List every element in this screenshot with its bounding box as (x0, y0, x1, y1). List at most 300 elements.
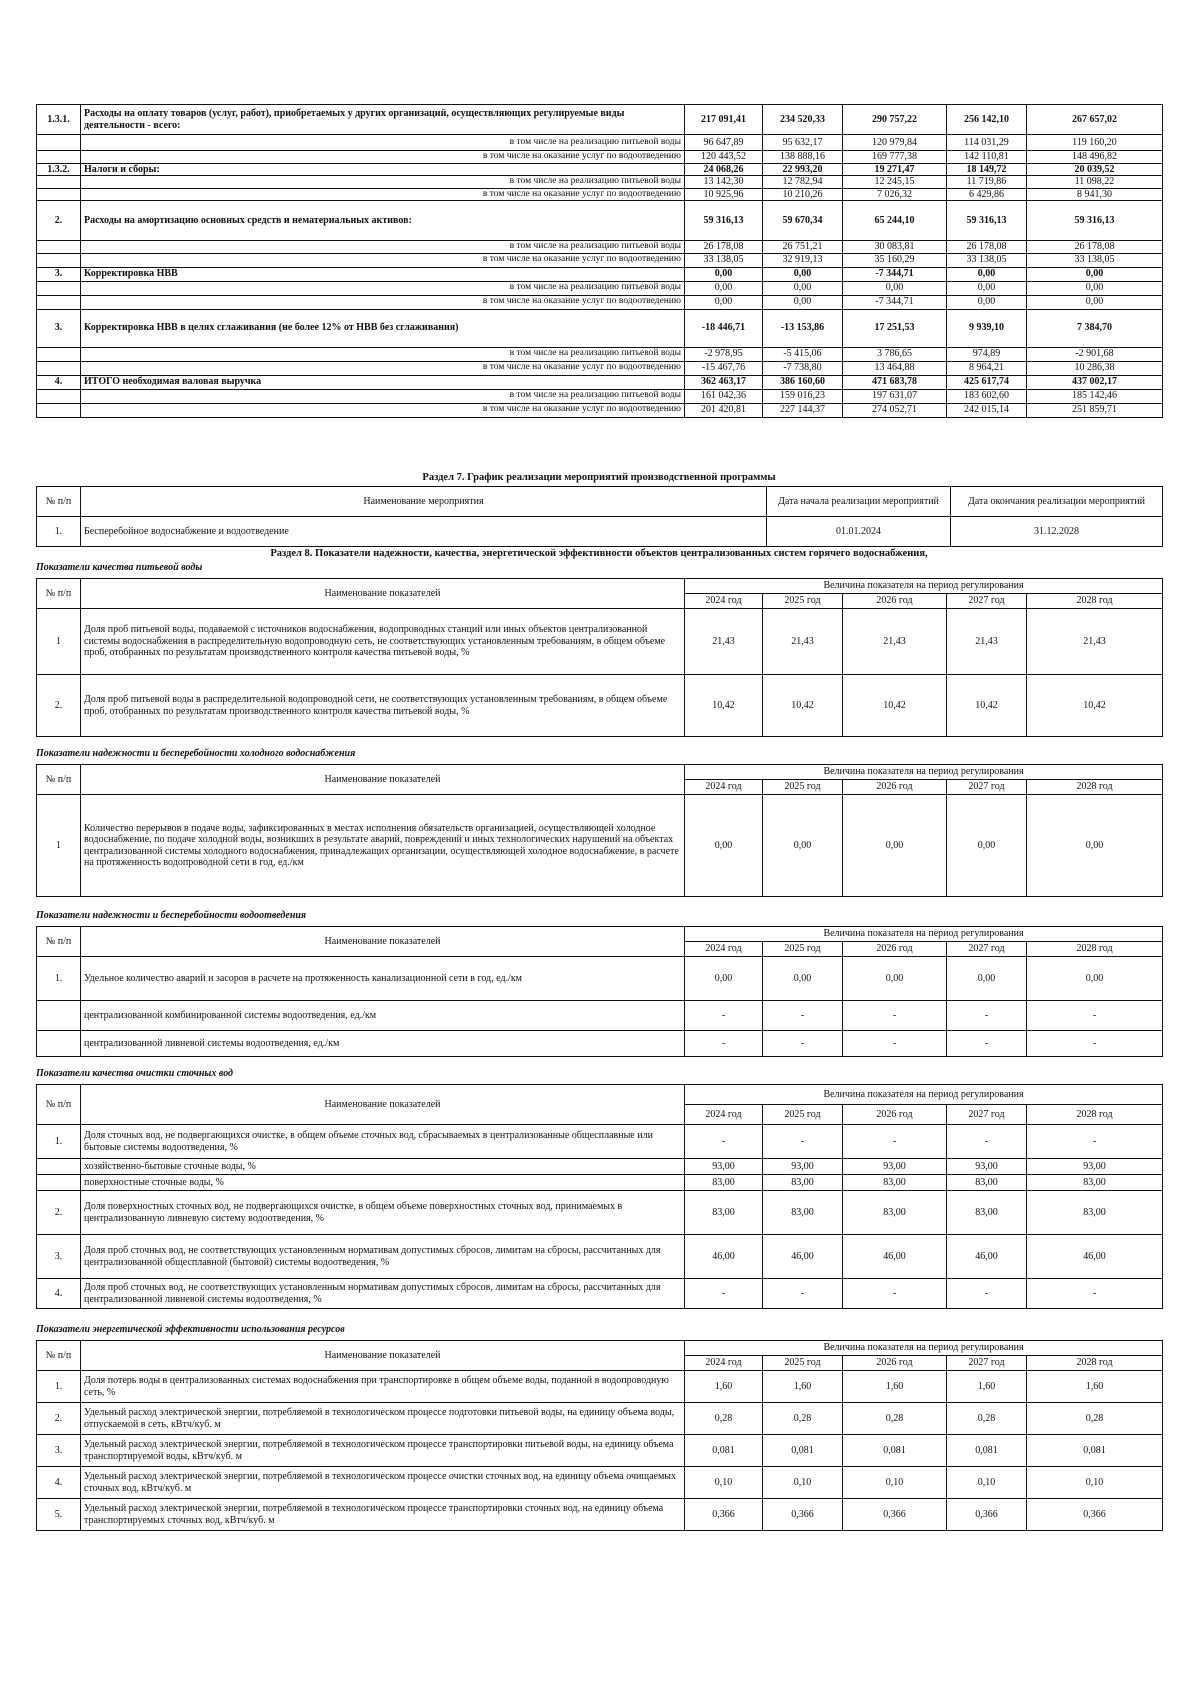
year-header: 2025 год (763, 1356, 843, 1371)
table-row (37, 267, 1163, 281)
value-cell: - (843, 1279, 947, 1309)
value-cell: 138 888,16 (763, 151, 843, 164)
value-cell: 1,60 (843, 1371, 947, 1403)
table-row (37, 957, 1163, 1001)
value-cell: 83,00 (1027, 1191, 1163, 1235)
value-cell: 0,00 (843, 795, 947, 897)
table-row (37, 241, 1163, 254)
value-cell: 0,00 (685, 957, 763, 1001)
year-header: 2027 год (947, 780, 1027, 795)
value-cell: 21,43 (1027, 609, 1163, 675)
row-start-date: 01.01.2024 (767, 517, 951, 547)
value-cell: 26 178,08 (1027, 241, 1163, 254)
value-cell: 21,43 (843, 609, 947, 675)
table-header-row (37, 765, 1163, 780)
value-cell: 0,00 (685, 795, 763, 897)
row-no (37, 253, 81, 267)
value-cell: 142 110,81 (947, 151, 1027, 164)
section8-title: Раздел 8. Показатели надежности, качества, энергетической эффективности объектов централизованных систем горячего водоснабжения, (270, 548, 928, 559)
value-cell: 256 142,10 (947, 105, 1027, 135)
value-cell: 59 316,13 (685, 201, 763, 241)
value-cell: 13 464,88 (843, 361, 947, 375)
year-header: 2024 год (685, 1356, 763, 1371)
table-row (37, 1235, 1163, 1279)
value-cell: 0,00 (685, 295, 763, 309)
value-cell: - (685, 1031, 763, 1057)
value-cell: 7 026,32 (843, 188, 947, 201)
table-row (37, 151, 1163, 164)
year-header: 2026 год (843, 594, 947, 609)
row-no: 1.3.1. (37, 105, 81, 135)
row-name: хозяйственно-бытовые сточные воды, % (81, 1159, 685, 1175)
value-cell: -5 415,06 (763, 347, 843, 361)
value-cell: -2 901,68 (1027, 347, 1163, 361)
value-cell: 0,00 (685, 281, 763, 295)
row-no: 1. (37, 957, 81, 1001)
value-cell: 21,43 (763, 609, 843, 675)
table-row (37, 1125, 1163, 1159)
value-cell: 26 751,21 (763, 241, 843, 254)
table-header-row (37, 1085, 1163, 1105)
row-name: поверхностные сточные воды, % (81, 1175, 685, 1191)
table-row (37, 1435, 1163, 1467)
value-cell: 0,28 (685, 1403, 763, 1435)
row-name: ИТОГО необходимая валовая выручка (81, 375, 685, 389)
value-cell: 35 160,29 (843, 253, 947, 267)
section7-header-row (37, 487, 1163, 517)
row-name: централизованной комбинированной системы водоотведения, ед./км (81, 1001, 685, 1031)
year-header: 2025 год (763, 594, 843, 609)
row-name: в том числе на оказание услуг по водоотведению (81, 295, 685, 309)
year-header: 2028 год (1027, 1105, 1163, 1125)
row-no (37, 281, 81, 295)
value-cell: - (685, 1125, 763, 1159)
value-cell: 0,366 (685, 1499, 763, 1531)
value-cell: 6 429,86 (947, 188, 1027, 201)
value-cell: 159 016,23 (763, 389, 843, 403)
value-cell: 0,081 (763, 1435, 843, 1467)
value-cell: 0,366 (763, 1499, 843, 1531)
value-cell: 0,081 (685, 1435, 763, 1467)
value-cell: 0,10 (763, 1467, 843, 1499)
table-row (37, 1467, 1163, 1499)
value-cell: 83,00 (843, 1175, 947, 1191)
period-header: Величина показателя на период регулирования (685, 579, 1163, 594)
value-cell: 17 251,53 (843, 309, 947, 347)
row-no: 4. (37, 1279, 81, 1309)
value-cell: - (843, 1031, 947, 1057)
table-row (37, 1371, 1163, 1403)
value-cell: 290 757,22 (843, 105, 947, 135)
col-no-header: № п/п (37, 579, 81, 609)
value-cell: 0,00 (763, 957, 843, 1001)
row-no: 3. (37, 1435, 81, 1467)
value-cell: - (685, 1279, 763, 1309)
value-cell: 1,60 (685, 1371, 763, 1403)
value-cell: 425 617,74 (947, 375, 1027, 389)
row-no: 1. (37, 1371, 81, 1403)
table-row (37, 1191, 1163, 1235)
row-no (37, 361, 81, 375)
year-header: 2027 год (947, 1105, 1027, 1125)
value-cell: 83,00 (947, 1191, 1027, 1235)
value-cell: 33 138,05 (947, 253, 1027, 267)
row-name: Корректировка НВВ в целях сглаживания (не более 12% от НВВ без сглаживания) (81, 309, 685, 347)
row-no: 2. (37, 1403, 81, 1435)
row-name: в том числе на оказание услуг по водоотведению (81, 151, 685, 164)
row-name: в том числе на реализацию питьевой воды (81, 389, 685, 403)
table-header-row (37, 927, 1163, 942)
wastewater-quality-table (36, 1084, 1163, 1309)
value-cell: 83,00 (685, 1175, 763, 1191)
value-cell: -7 344,71 (843, 295, 947, 309)
value-cell: 0,00 (947, 295, 1027, 309)
value-cell: 93,00 (685, 1159, 763, 1175)
value-cell: 12 782,94 (763, 176, 843, 189)
row-no: 1. (37, 517, 81, 547)
value-cell: 83,00 (763, 1175, 843, 1191)
row-name: Удельный расход электрической энергии, потребляемой в технологическом процессе подготовки питьевой воды, на единицу объема воды, отпускаемой в сеть, кВтч/куб. м (81, 1403, 685, 1435)
row-no: 4. (37, 1467, 81, 1499)
year-header: 2026 год (843, 1356, 947, 1371)
col-no-header: № п/п (37, 1341, 81, 1371)
row-no (37, 295, 81, 309)
col-no-header: № п/п (37, 765, 81, 795)
row-no (37, 1031, 81, 1057)
value-cell: 386 160,60 (763, 375, 843, 389)
row-no: 2. (37, 1191, 81, 1235)
value-cell: - (1027, 1031, 1163, 1057)
value-cell: 148 496,82 (1027, 151, 1163, 164)
table-row (37, 1499, 1163, 1531)
value-cell: 93,00 (843, 1159, 947, 1175)
row-name: Доля потерь воды в централизованных системах водоснабжения при транспортировке в общем объеме воды, поданной в водопроводную сеть, % (81, 1371, 685, 1403)
value-cell: 24 068,26 (685, 163, 763, 176)
table-row (37, 609, 1163, 675)
row-name: Доля проб питьевой воды в распределительной водопроводной сети, не соответствующих установленным требованиям, в общем объеме проб, отобранных по результатам производственного контроля качества питьевой воды, % (81, 675, 685, 737)
year-header: 2026 год (843, 942, 947, 957)
energy-table (36, 1340, 1163, 1531)
value-cell: 59 316,13 (947, 201, 1027, 241)
value-cell: -7 344,71 (843, 267, 947, 281)
value-cell: 185 142,46 (1027, 389, 1163, 403)
row-no: 4. (37, 375, 81, 389)
table-row (37, 1403, 1163, 1435)
value-cell: 83,00 (947, 1175, 1027, 1191)
value-cell: 93,00 (1027, 1159, 1163, 1175)
value-cell: 362 463,17 (685, 375, 763, 389)
table-row (37, 675, 1163, 737)
value-cell: 974,89 (947, 347, 1027, 361)
row-end-date: 31.12.2028 (951, 517, 1163, 547)
table-row (37, 253, 1163, 267)
section7-table (36, 486, 1163, 547)
value-cell: 21,43 (685, 609, 763, 675)
value-cell: 0,00 (1027, 267, 1163, 281)
row-name: Удельное количество аварий и засоров в расчете на протяженность канализационной сети в год, ед./км (81, 957, 685, 1001)
value-cell: 26 178,08 (947, 241, 1027, 254)
value-cell: 234 520,33 (763, 105, 843, 135)
value-cell: 0,00 (947, 795, 1027, 897)
year-header: 2025 год (763, 1105, 843, 1125)
table-row (37, 1159, 1163, 1175)
year-header: 2024 год (685, 594, 763, 609)
water-quality-table (36, 578, 1163, 737)
period-header: Величина показателя на период регулирования (685, 765, 1163, 780)
value-cell: -15 467,76 (685, 361, 763, 375)
value-cell: 0,00 (763, 281, 843, 295)
value-cell: 0,00 (843, 281, 947, 295)
row-name: Расходы на оплату товаров (услуг, работ), приобретаемых у других организаций, осуществляющих регулируемые виды деятельности - всего: (81, 105, 685, 135)
value-cell: 267 657,02 (1027, 105, 1163, 135)
value-cell: -13 153,86 (763, 309, 843, 347)
table-row (37, 163, 1163, 176)
value-cell: 0,366 (1027, 1499, 1163, 1531)
table-row (37, 188, 1163, 201)
table-header-row (37, 1341, 1163, 1356)
year-header: 2024 год (685, 942, 763, 957)
value-cell: 1,60 (1027, 1371, 1163, 1403)
value-cell: 10,42 (947, 675, 1027, 737)
value-cell: 10,42 (1027, 675, 1163, 737)
value-cell: 0,00 (947, 957, 1027, 1001)
value-cell: 59 670,34 (763, 201, 843, 241)
costs-table (36, 104, 1163, 418)
value-cell: 0,00 (763, 295, 843, 309)
value-cell: 161 042,36 (685, 389, 763, 403)
row-no: 2. (37, 201, 81, 241)
value-cell: - (947, 1031, 1027, 1057)
value-cell: - (843, 1001, 947, 1031)
value-cell: 32 919,13 (763, 253, 843, 267)
value-cell: 201 420,81 (685, 403, 763, 417)
value-cell: 437 002,17 (1027, 375, 1163, 389)
value-cell: - (763, 1125, 843, 1159)
value-cell: 169 777,38 (843, 151, 947, 164)
table-row (37, 389, 1163, 403)
col-no-header: № п/п (37, 487, 81, 517)
value-cell: 10,42 (763, 675, 843, 737)
value-cell: - (763, 1279, 843, 1309)
value-cell: -7 738,80 (763, 361, 843, 375)
value-cell: 10,42 (685, 675, 763, 737)
table-row (37, 135, 1163, 151)
value-cell: 20 039,52 (1027, 163, 1163, 176)
value-cell: 0,00 (685, 267, 763, 281)
table-row (37, 176, 1163, 189)
value-cell: 0,10 (843, 1467, 947, 1499)
value-cell: 0,081 (947, 1435, 1027, 1467)
row-name: в том числе на оказание услуг по водоотведению (81, 403, 685, 417)
value-cell: 21,43 (947, 609, 1027, 675)
value-cell: - (1027, 1001, 1163, 1031)
value-cell: 0,00 (1027, 957, 1163, 1001)
value-cell: 0,28 (763, 1403, 843, 1435)
col-name-header: Наименование показателей (81, 1341, 685, 1371)
value-cell: - (685, 1001, 763, 1031)
value-cell: 93,00 (763, 1159, 843, 1175)
col-no-header: № п/п (37, 1085, 81, 1125)
row-name: Доля поверхностных сточных вод, не подвергающихся очистке, в общем объеме поверхностных сточных вод, принимаемых в централизованную ливневую систему водоотведения, % (81, 1191, 685, 1235)
value-cell: 197 631,07 (843, 389, 947, 403)
value-cell: 227 144,37 (763, 403, 843, 417)
value-cell: 8 964,21 (947, 361, 1027, 375)
year-header: 2024 год (685, 1105, 763, 1125)
value-cell: 33 138,05 (685, 253, 763, 267)
value-cell: 0,28 (843, 1403, 947, 1435)
period-header: Величина показателя на период регулирования (685, 1341, 1163, 1356)
table-row (37, 375, 1163, 389)
value-cell: 1,60 (947, 1371, 1027, 1403)
row-name: Удельный расход электрической энергии, потребляемой в технологическом процессе транспортировки питьевой воды, на единицу объема транспортируемой воды, кВтч/куб. м (81, 1435, 685, 1467)
value-cell: 0,366 (947, 1499, 1027, 1531)
value-cell: 0,00 (1027, 295, 1163, 309)
value-cell: 471 683,78 (843, 375, 947, 389)
value-cell: - (763, 1031, 843, 1057)
value-cell: 12 245,15 (843, 176, 947, 189)
cold-reliability-table (36, 764, 1163, 897)
value-cell: 0,10 (947, 1467, 1027, 1499)
value-cell: 26 178,08 (685, 241, 763, 254)
table-row (37, 281, 1163, 295)
value-cell: 8 941,30 (1027, 188, 1163, 201)
table-row (37, 403, 1163, 417)
value-cell: 46,00 (843, 1235, 947, 1279)
row-no (37, 1175, 81, 1191)
value-cell: - (947, 1001, 1027, 1031)
period-header: Величина показателя на период регулирования (685, 1085, 1163, 1105)
row-no (37, 1159, 81, 1175)
row-no: 5. (37, 1499, 81, 1531)
value-cell: 0,366 (843, 1499, 947, 1531)
row-name: Удельный расход электрической энергии, потребляемой в технологическом процессе транспортировки сточных вод, на единицу объема транспортируемых сточных вод, кВтч/куб. м (81, 1499, 685, 1531)
value-cell: 0,00 (763, 795, 843, 897)
value-cell: 11 098,22 (1027, 176, 1163, 189)
row-no (37, 151, 81, 164)
row-no: 3. (37, 267, 81, 281)
value-cell: 11 719,86 (947, 176, 1027, 189)
year-header: 2028 год (1027, 942, 1163, 957)
row-no (37, 1001, 81, 1031)
row-no: 3. (37, 1235, 81, 1279)
row-name: централизованной ливневой системы водоотведения, ед./км (81, 1031, 685, 1057)
sewer-reliability-table (36, 926, 1163, 1057)
year-header: 2025 год (763, 942, 843, 957)
row-no (37, 188, 81, 201)
value-cell: -2 978,95 (685, 347, 763, 361)
table-row (37, 1031, 1163, 1057)
row-name: Удельный расход электрической энергии, потребляемой в технологическом процессе очистки сточных вод, на единицу объема очищаемых сточных вод, кВтч/куб. м (81, 1467, 685, 1499)
row-no (37, 176, 81, 189)
value-cell: 120 443,52 (685, 151, 763, 164)
value-cell: 0,00 (1027, 795, 1163, 897)
value-cell: - (1027, 1125, 1163, 1159)
row-no: 2. (37, 675, 81, 737)
col-name-header: Наименование показателей (81, 927, 685, 957)
value-cell: - (947, 1279, 1027, 1309)
table-row (37, 309, 1163, 347)
value-cell: 0,10 (1027, 1467, 1163, 1499)
value-cell: 93,00 (947, 1159, 1027, 1175)
row-name: Доля сточных вод, не подвергающихся очистке, в общем объеме сточных вод, сбрасываемых в централизованные общесплавные или бытовые системы водоотведения, % (81, 1125, 685, 1159)
value-cell: 13 142,30 (685, 176, 763, 189)
value-cell: 19 271,47 (843, 163, 947, 176)
row-name: Доля проб питьевой воды, подаваемой с источников водоснабжения, водопроводных станций или иных объектов централизованной системы водоснабжения в распределительную водопроводную сеть, не соответствующих установленным требованиям, в общем объеме проб, отобранных по результатам производственного контроля качества питьевой воды, % (81, 609, 685, 675)
value-cell: - (843, 1125, 947, 1159)
value-cell: 83,00 (1027, 1175, 1163, 1191)
value-cell: 46,00 (685, 1235, 763, 1279)
cold-reliability-subtitle: Показатели надежности и бесперебойности холодного водоснабжения (36, 748, 356, 759)
table-row (37, 105, 1163, 135)
table-row (37, 1175, 1163, 1191)
year-header: 2028 год (1027, 594, 1163, 609)
row-no (37, 403, 81, 417)
row-name: в том числе на оказание услуг по водоотведению (81, 253, 685, 267)
table-row (37, 361, 1163, 375)
value-cell: 114 031,29 (947, 135, 1027, 151)
value-cell: 0,081 (843, 1435, 947, 1467)
value-cell: 1,60 (763, 1371, 843, 1403)
sewer-reliability-subtitle: Показатели надежности и бесперебойности водоотведения (36, 910, 307, 921)
water-quality-subtitle: Показатели качества питьевой воды (36, 562, 203, 573)
table-row (37, 201, 1163, 241)
row-no (37, 241, 81, 254)
value-cell: 30 083,81 (843, 241, 947, 254)
col-name-header: Наименование показателей (81, 579, 685, 609)
value-cell: 251 859,71 (1027, 403, 1163, 417)
value-cell: 65 244,10 (843, 201, 947, 241)
table-row (37, 347, 1163, 361)
col-name-header: Наименование показателей (81, 1085, 685, 1125)
year-header: 2028 год (1027, 1356, 1163, 1371)
period-header: Величина показателя на период регулирования (685, 927, 1163, 942)
value-cell: 217 091,41 (685, 105, 763, 135)
value-cell: 95 632,17 (763, 135, 843, 151)
row-name: Корректировка НВВ (81, 267, 685, 281)
value-cell: 7 384,70 (1027, 309, 1163, 347)
value-cell: 274 052,71 (843, 403, 947, 417)
table-row (37, 295, 1163, 309)
value-cell: 0,00 (763, 267, 843, 281)
table-row (37, 795, 1163, 897)
value-cell: 46,00 (763, 1235, 843, 1279)
row-name: в том числе на реализацию питьевой воды (81, 281, 685, 295)
year-header: 2025 год (763, 780, 843, 795)
value-cell: - (763, 1001, 843, 1031)
row-name: в том числе на реализацию питьевой воды (81, 135, 685, 151)
col-name-header: Наименование показателей (81, 765, 685, 795)
value-cell: 22 993,20 (763, 163, 843, 176)
col-no-header: № п/п (37, 927, 81, 957)
value-cell: 0,00 (947, 267, 1027, 281)
row-name: Налоги и сборы: (81, 163, 685, 176)
row-name: в том числе на реализацию питьевой воды (81, 241, 685, 254)
row-name: в том числе на оказание услуг по водоотведению (81, 188, 685, 201)
year-header: 2027 год (947, 942, 1027, 957)
table-row (37, 1279, 1163, 1309)
row-no: 1 (37, 795, 81, 897)
row-name: Расходы на амортизацию основных средств и нематериальных активов: (81, 201, 685, 241)
value-cell: 0,28 (947, 1403, 1027, 1435)
value-cell: -18 446,71 (685, 309, 763, 347)
value-cell: 83,00 (685, 1191, 763, 1235)
value-cell: 10 210,26 (763, 188, 843, 201)
year-header: 2024 год (685, 780, 763, 795)
col-end-header: Дата окончания реализации мероприятий (951, 487, 1163, 517)
row-no: 1 (37, 609, 81, 675)
col-name-header: Наименование мероприятия (81, 487, 767, 517)
value-cell: 0,081 (1027, 1435, 1163, 1467)
